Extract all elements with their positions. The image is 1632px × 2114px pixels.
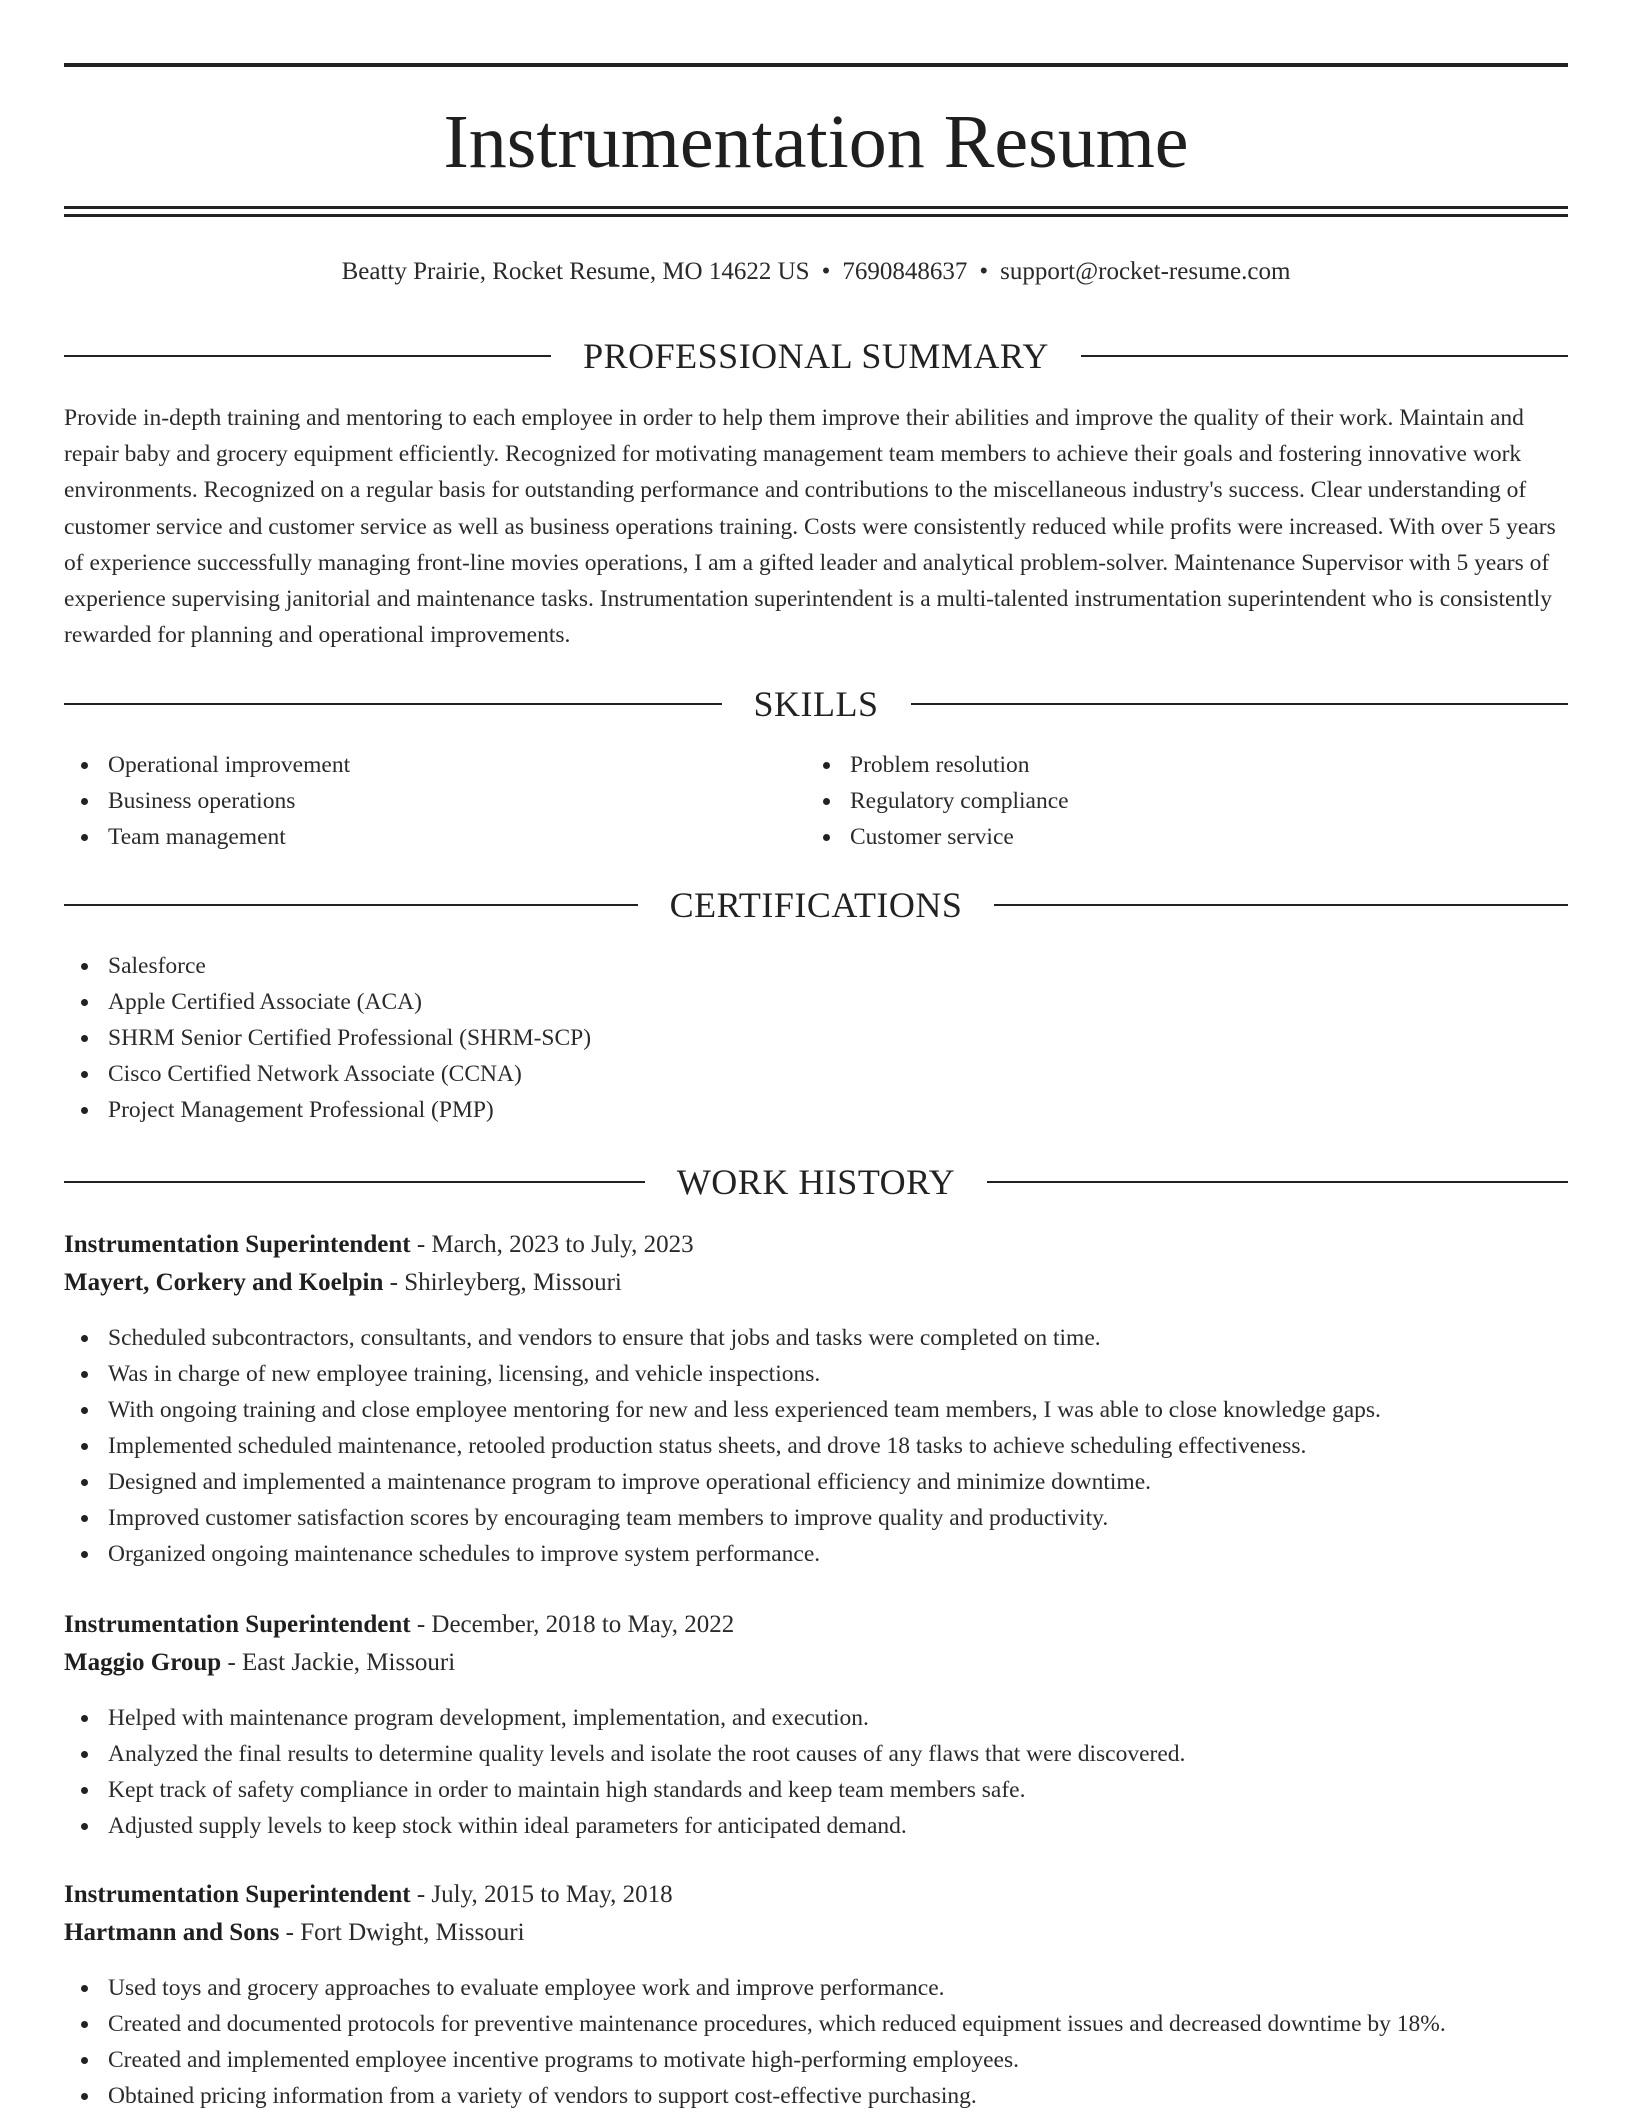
- summary-heading: [64, 336, 1568, 376]
- job-bullet: Organized ongoing maintenance schedules to improve system performance.: [64, 1536, 1381, 1572]
- contact-address: Beatty Prairie, Rocket Resume, MO 14622 US: [341, 258, 810, 285]
- job-bullet: Designed and implemented a maintenance program to improve operational efficiency and minimize downtime.: [64, 1464, 1381, 1500]
- job-dash: -: [410, 1881, 432, 1908]
- work-history-heading: [64, 1162, 1568, 1202]
- job-location: Fort Dwight, Missouri: [300, 1919, 525, 1946]
- heading-rule: [987, 1181, 1568, 1183]
- job-bullets: [64, 1320, 1381, 1572]
- job-bullet: Obtained pricing information from a variety of vendors to support cost-effective purchasing.: [64, 2078, 1446, 2114]
- certifications-heading: [64, 885, 1568, 925]
- job-bullet: Improved customer satisfaction scores by encouraging team members to improve quality and productivity.: [64, 1500, 1381, 1536]
- job-title: Instrumentation Superintendent: [64, 1231, 411, 1258]
- job-dash: -: [221, 1649, 243, 1676]
- job-title: Instrumentation Superintendent: [64, 1611, 411, 1638]
- job-bullet: Was in charge of new employee training, licensing, and vehicle inspections.: [64, 1356, 1381, 1392]
- job-bullets: [64, 1700, 1185, 1844]
- skill-item: Regulatory compliance: [806, 783, 1069, 819]
- job-bullet: Scheduled subcontractors, consultants, and vendors to ensure that jobs and tasks were completed on time.: [64, 1320, 1381, 1356]
- job-company-line: [64, 1644, 455, 1682]
- summary-text: Provide in-depth training and mentoring to each employee in order to help them improve their abilities and improve the quality of their work. Maintain and repair baby and grocery equipment efficiently. Recognized for motivating management team members to achieve their goals and fostering innovative work environments. Recognized on a regular basis for outstanding performance and contributions to the miscellaneous industry's success. Clear understanding of customer service and customer service as well as business operations training. Costs were consistently reduced while profits were increased. With over 5 years of experience successfully managing front-line movies operations, I am a gifted leader and analytical problem-solver. Maintenance Supervisor with 5 years of experience supervising janitorial and maintenance tasks. Instrumentation superintendent is a multi-talented instrumentation superintendent who is consistently rewarded for planning and operational improvements.: [64, 405, 1556, 649]
- job-company: Mayert, Corkery and Koelpin: [64, 1269, 384, 1296]
- job-bullets: [64, 1970, 1446, 2114]
- job-dates: December, 2018 to May, 2022: [431, 1611, 735, 1638]
- heading-rule: [64, 703, 722, 705]
- heading-rule: [911, 703, 1569, 705]
- job-dates: July, 2015 to May, 2018: [431, 1881, 673, 1908]
- skill-item: Business operations: [64, 783, 350, 819]
- heading-rule: [64, 1181, 645, 1183]
- job-bullet: Adjusted supply levels to keep stock within ideal parameters for anticipated demand.: [64, 1808, 1185, 1844]
- job-bullet: Created and documented protocols for preventive maintenance procedures, which reduced equipment issues and decreased downtime by 18%.: [64, 2006, 1446, 2042]
- job-title-line: [64, 1606, 734, 1644]
- contact-phone: 7690848637: [842, 258, 968, 285]
- job-bullet: Analyzed the final results to determine quality levels and isolate the root causes of any flaws that were discovered.: [64, 1736, 1185, 1772]
- contact-separator: •: [979, 258, 989, 285]
- skill-item: Operational improvement: [64, 747, 350, 783]
- skill-item: Team management: [64, 819, 350, 855]
- heading-rule: [64, 355, 551, 357]
- skills-heading: [64, 684, 1568, 724]
- job-dates: March, 2023 to July, 2023: [431, 1231, 694, 1258]
- certifications-list: [64, 948, 591, 1128]
- certifications-heading-text: CERTIFICATIONS: [669, 885, 963, 925]
- job-dash: -: [279, 1919, 301, 1946]
- job-title-line: [64, 1226, 694, 1264]
- job-bullet: With ongoing training and close employee mentoring for new and less experienced team members, I was able to close knowledge gaps.: [64, 1392, 1381, 1428]
- job-title: Instrumentation Superintendent: [64, 1881, 411, 1908]
- skill-item: Problem resolution: [806, 747, 1069, 783]
- top-rule: [64, 63, 1568, 67]
- skills-list-right: [806, 747, 1069, 855]
- certification-item: Project Management Professional (PMP): [64, 1092, 591, 1128]
- job-bullet: Created and implemented employee incentive programs to motivate high-performing employees.: [64, 2042, 1446, 2078]
- certification-item: Apple Certified Associate (ACA): [64, 984, 591, 1020]
- heading-rule: [64, 904, 638, 906]
- job-dash: -: [383, 1269, 405, 1296]
- job-company-line: [64, 1914, 525, 1952]
- contact-email: support@rocket-resume.com: [1000, 258, 1291, 285]
- job-company: Maggio Group: [64, 1649, 222, 1676]
- summary-heading-text: PROFESSIONAL SUMMARY: [583, 336, 1049, 376]
- title-rule-upper: [64, 206, 1568, 209]
- job-company: Hartmann and Sons: [64, 1919, 280, 1946]
- job-location: Shirleyberg, Missouri: [404, 1269, 622, 1296]
- job-location: East Jackie, Missouri: [242, 1649, 456, 1676]
- page-title: Instrumentation Resume: [443, 100, 1189, 184]
- job-company-line: [64, 1264, 622, 1302]
- job-bullet: Kept track of safety compliance in order to maintain high standards and keep team members safe.: [64, 1772, 1185, 1808]
- skill-item: Customer service: [806, 819, 1069, 855]
- job-bullet: Used toys and grocery approaches to evaluate employee work and improve performance.: [64, 1970, 1446, 2006]
- skills-list-left: [64, 747, 350, 855]
- certification-item: Cisco Certified Network Associate (CCNA): [64, 1056, 591, 1092]
- title-rule-lower: [64, 214, 1568, 217]
- certification-item: Salesforce: [64, 948, 591, 984]
- certification-item: SHRM Senior Certified Professional (SHRM-SCP): [64, 1020, 591, 1056]
- job-dash: -: [410, 1611, 432, 1638]
- heading-rule: [1081, 355, 1568, 357]
- job-bullet: Implemented scheduled maintenance, retooled production status sheets, and drove 18 tasks to achieve scheduling effectiveness.: [64, 1428, 1381, 1464]
- skills-heading-text: SKILLS: [753, 684, 879, 724]
- work-history-heading-text: WORK HISTORY: [676, 1162, 956, 1202]
- job-dash: -: [410, 1231, 432, 1258]
- contact-separator: •: [821, 258, 831, 285]
- job-bullet: Helped with maintenance program development, implementation, and execution.: [64, 1700, 1185, 1736]
- heading-rule: [994, 904, 1568, 906]
- contact-line: [64, 255, 1568, 289]
- job-title-line: [64, 1876, 673, 1914]
